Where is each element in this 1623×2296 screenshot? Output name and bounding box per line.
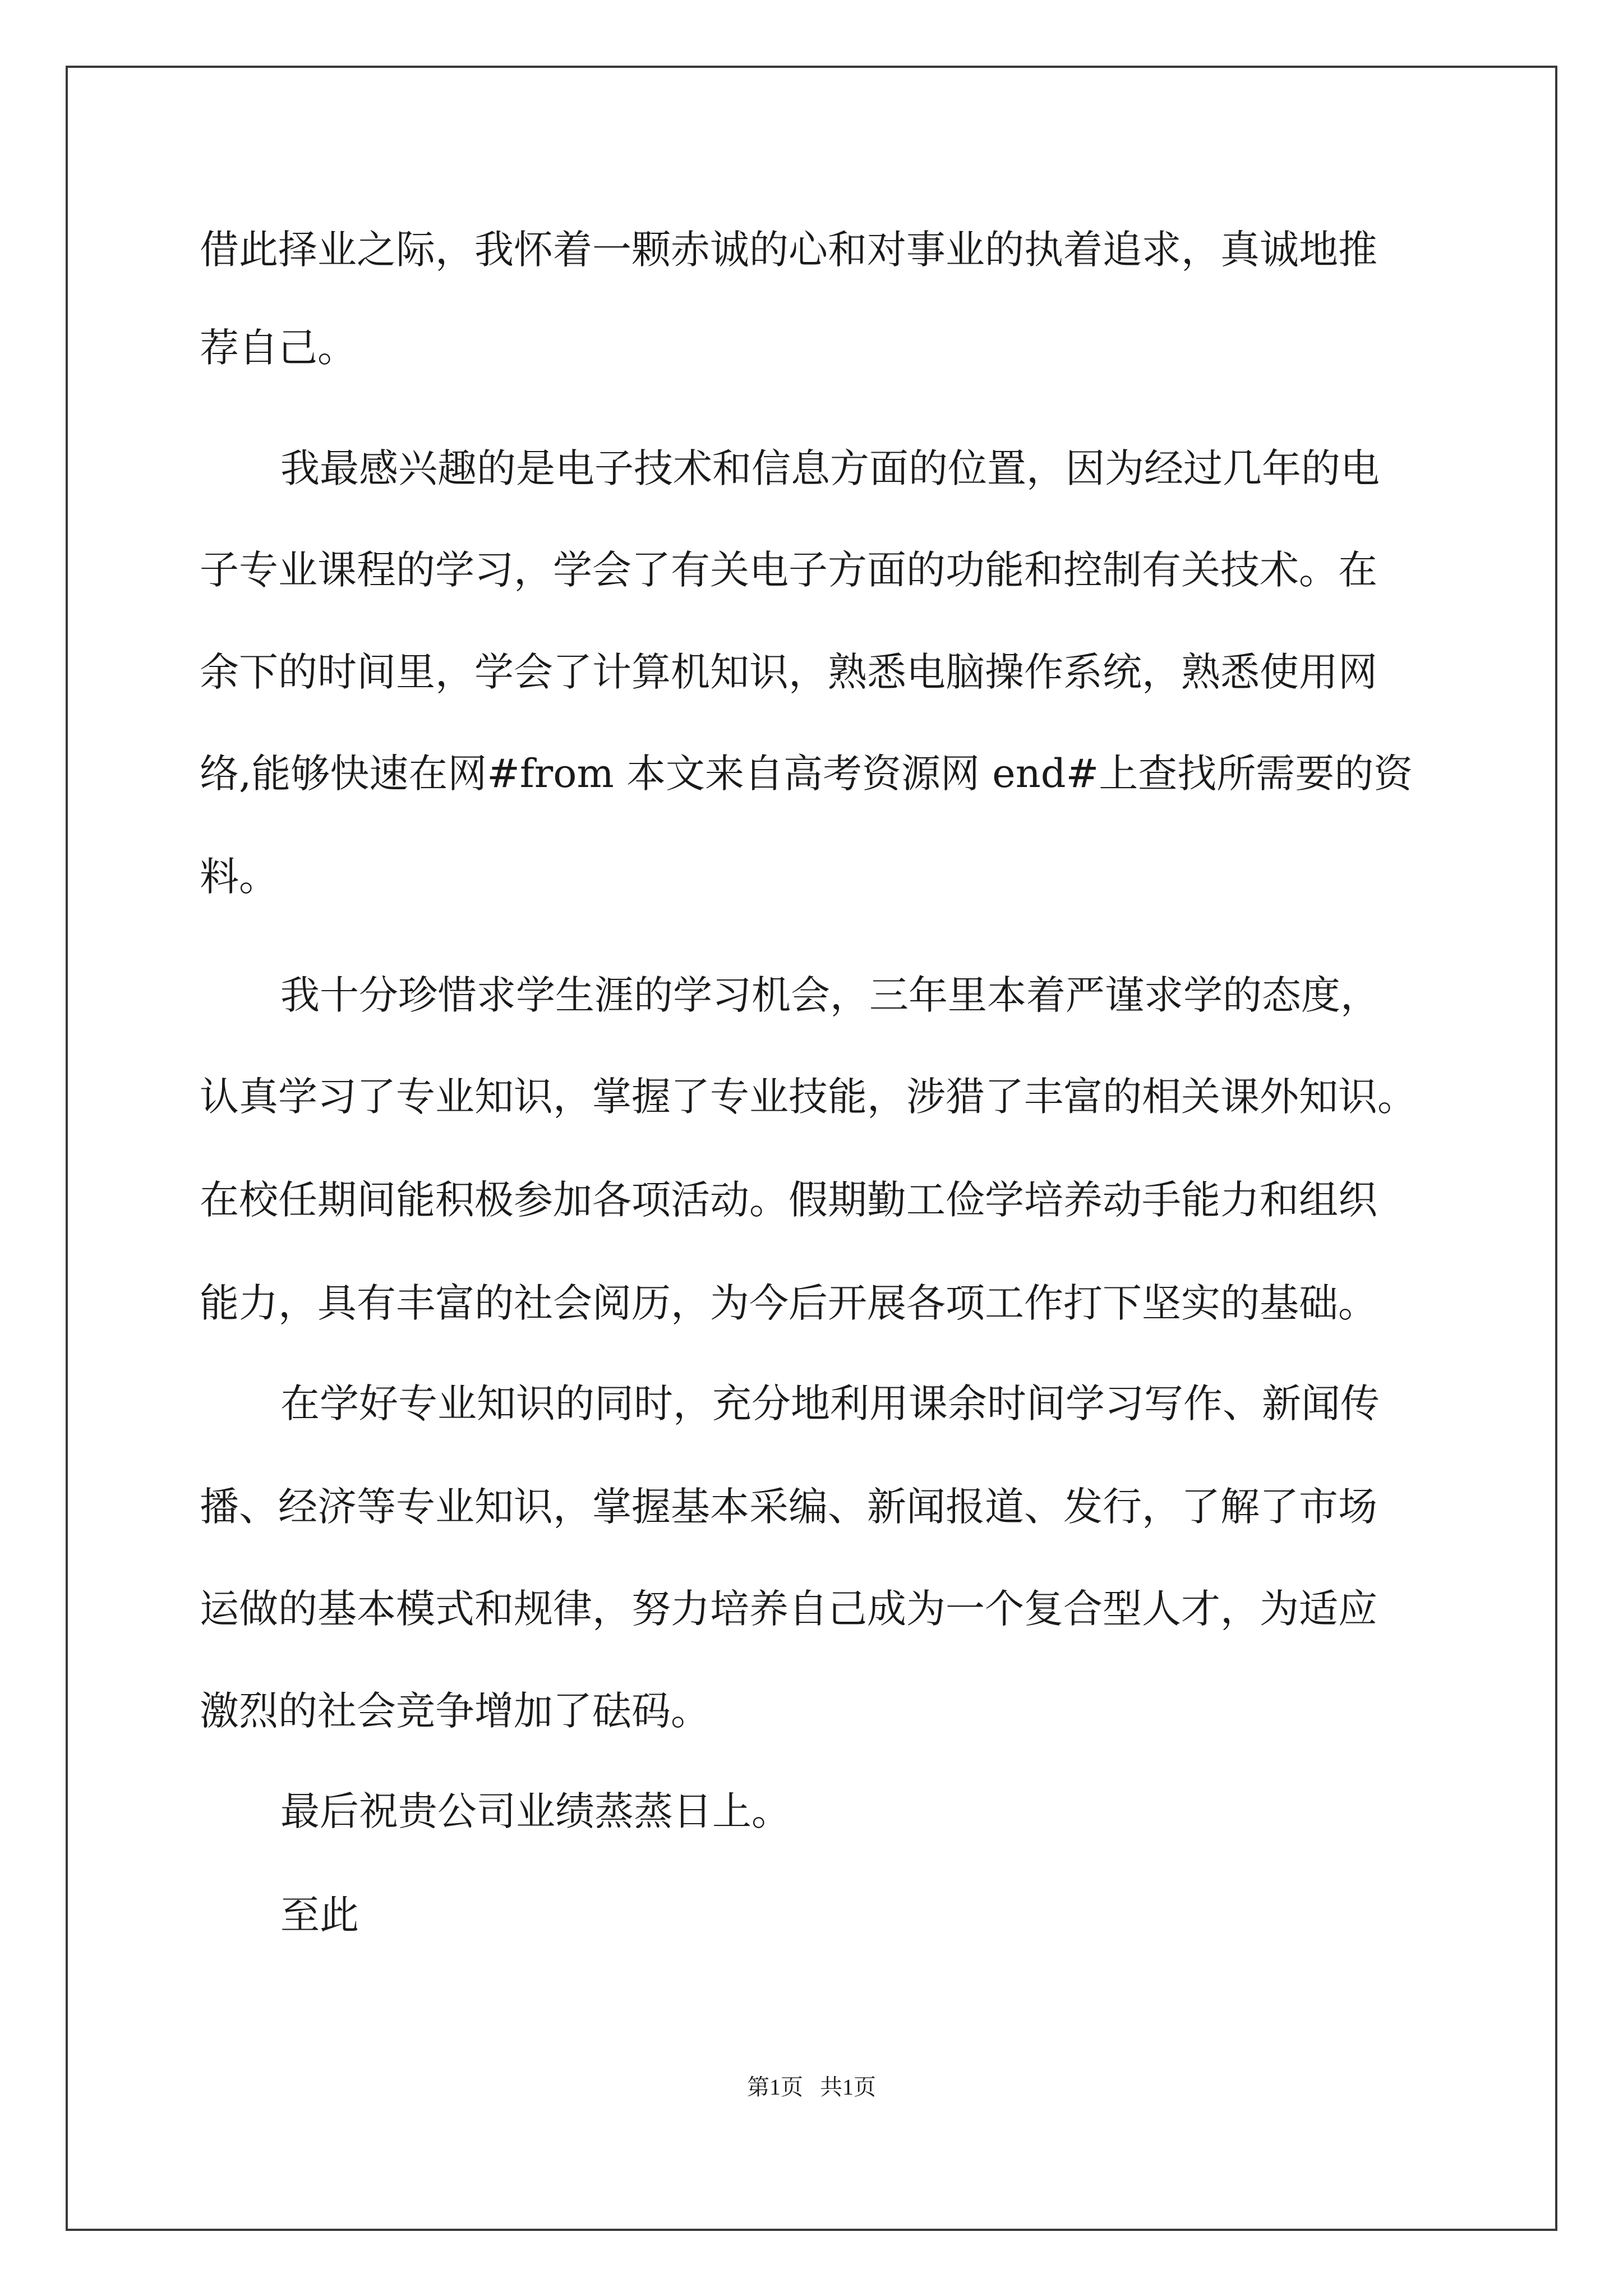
paragraph-line: 借此择业之际，我怀着一颗赤诚的心和对事业的执着追求，真诚地推	[200, 227, 1377, 273]
paragraph-line: 激烈的社会竞争增加了砝码。	[200, 1688, 710, 1734]
page-footer: 第1页 共1页	[747, 2074, 876, 2100]
paragraph-line: 料。	[200, 854, 278, 900]
paragraph-line: 在校任期间能积极参加各项活动。假期勤工俭学培养动手能力和组织	[200, 1177, 1377, 1223]
paragraph-line: 余下的时间里，学会了计算机知识，熟悉电脑操作系统，熟悉使用网	[200, 649, 1377, 695]
paragraph-line: 我十分珍惜求学生涯的学习机会，三年里本着严谨求学的态度，	[280, 972, 1380, 1018]
paragraph-line: 在学好专业知识的同时，充分地利用课余时间学习写作、新闻传	[280, 1381, 1380, 1427]
paragraph-line: 能力，具有丰富的社会阅历，为今后开展各项工作打下坚实的基础。	[200, 1280, 1377, 1326]
paragraph-line: 子专业课程的学习，学会了有关电子方面的功能和控制有关技术。在	[200, 547, 1377, 593]
paragraph-line: 运做的基本模式和规律，努力培养自己成为一个复合型人才，为适应	[200, 1586, 1377, 1632]
paragraph-line: 最后祝贵公司业绩蒸蒸日上。	[280, 1788, 791, 1834]
paragraph-line: 播、经济等专业知识，掌握基本采编、新闻报道、发行，了解了市场	[200, 1484, 1377, 1530]
paragraph-line: 络,能够快速在网#from 本文来自高考资源网 end#上查找所需要的资	[200, 751, 1413, 797]
paragraph-line: 我最感兴趣的是电子技术和信息方面的位置，因为经过几年的电	[280, 445, 1380, 491]
paragraph-line: 至此	[280, 1892, 359, 1938]
paragraph-line: 荐自己。	[200, 325, 357, 371]
paragraph-line: 认真学习了专业知识，掌握了专业技能，涉猎了丰富的相关课外知识。	[200, 1074, 1417, 1120]
